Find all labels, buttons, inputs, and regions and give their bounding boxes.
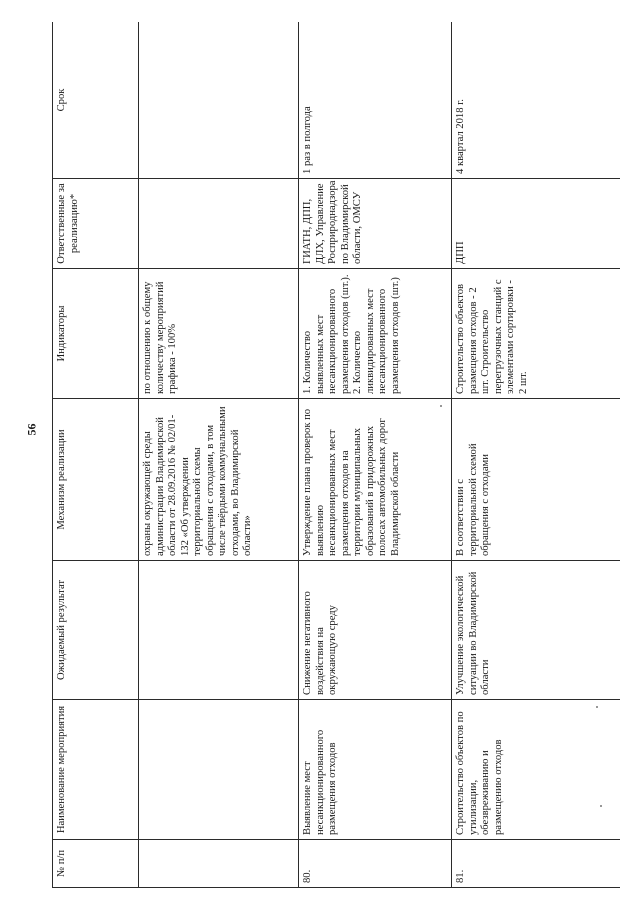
cell-mechanism: В соответствии с территориальной схемой обращения с отходами [452,399,621,561]
cell-name: Строительство объектов по утилизации, обезвреживанию и размещению отходов [452,700,621,840]
cell-responsible: ДПП [452,179,621,269]
header-mechanism: Механизм реализации [53,399,139,561]
cell-indicators: Строительство объектов размещения отходов - 2 шт. Строительство перегрузочных станций с элементами сортировки - 2 шт. [452,269,621,399]
cell-responsible [139,179,299,269]
cell-indicators: по отношению к общему количеству мероприятий графика - 100% [139,269,299,399]
scan-speck [596,706,598,708]
header-num: № п/п [53,840,139,888]
cell-name [139,700,299,840]
cell-term: 4 квартал 2018 г. [452,22,621,179]
cell-mechanism: охраны окружающей среды администрации Владимирской области от 28.09.2016 № 02/01-132 «Об утверждении территориальной схемы обращения с отходами, в том числе твёрдыми коммунальными отходами, во Владимирской области» [139,399,299,561]
cell-name: Выявление мест несанкционированного размещения отходов [299,700,452,840]
measures-table [52,22,620,888]
table-row [299,22,452,888]
cell-num [139,840,299,888]
cell-term: 1 раз в полгода [299,22,452,179]
header-result: Ожидаемый результат [53,561,139,700]
cell-responsible: ГИАТН, ДПП, ДЛХ, Управление Росприроднадзора по Владимирской области, ОМСУ [299,179,452,269]
cell-result: Снижение негативного воздействия на окружающую среду [299,561,452,700]
cell-num: 81. [452,840,621,888]
cell-result: Улучшение экологической ситуации во Владимирской области [452,561,621,700]
cell-result [139,561,299,700]
header-name: Наименование мероприятия [53,700,139,840]
cell-indicators: 1. Количество выявленных мест несанкционированного размещения отходов (шт.). 2. Количество ликвидированных мест несанкционированного размещения отходов (шт.) [299,269,452,399]
table-row [139,22,299,888]
scan-speck [600,805,602,807]
header-responsible: Ответственные за реализацию* [53,179,139,269]
table-header-row [53,22,139,888]
table-row [452,22,621,888]
header-indicators: Индикаторы [53,269,139,399]
scan-speck [440,405,442,407]
rotated-content [52,22,620,888]
page-number: 56 [24,423,39,436]
cell-num: 80. [299,840,452,888]
cell-term [139,22,299,179]
header-term: Срок [53,22,139,179]
rotated-table-area [52,22,620,888]
cell-mechanism: Утверждение плана проверок по выявлению несанкционированных мест размещения отходов на территории муниципальных образований в придорожных полосах автомобильных дорог Владимирской области [299,399,452,561]
